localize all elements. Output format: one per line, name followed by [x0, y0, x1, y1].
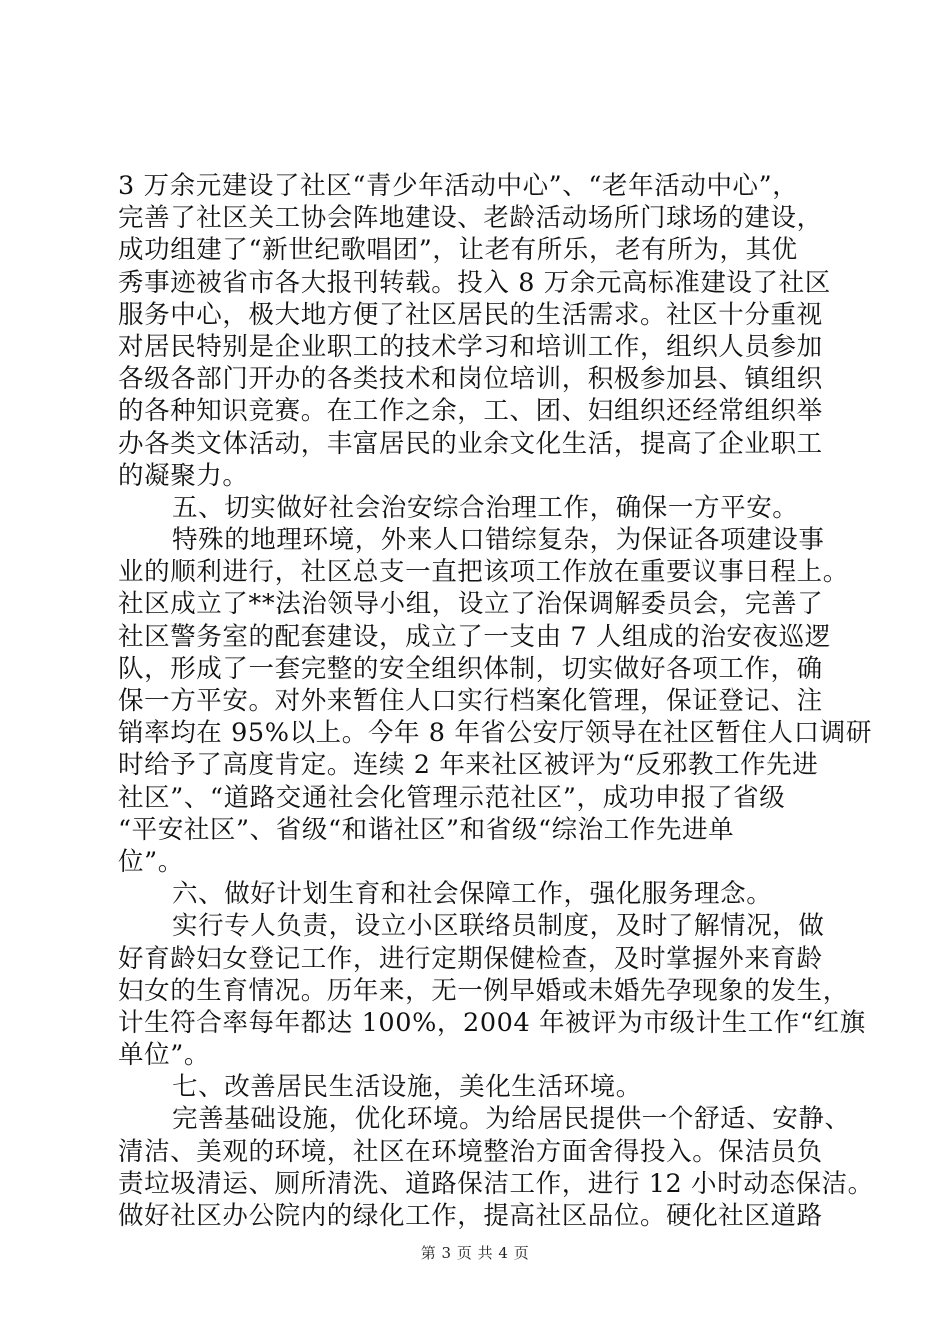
- text-line: 队，形成了一套完整的安全组织体制，切实做好各项工作，确: [118, 653, 823, 684]
- text-line: 完善了社区关工协会阵地建设、老龄活动场所门球场的建设，: [118, 203, 823, 234]
- text-line: 责垃圾清运、厕所清洗、道路保洁工作，进行 12 小时动态保洁。: [118, 1168, 874, 1199]
- text-line: “平安社区”、省级“和谐社区”和省级“综治工作先进单: [118, 814, 735, 845]
- text-line: 社区成立了**法治领导小组，设立了治保调解委员会，完善了: [118, 589, 824, 620]
- paragraph-first-line: 实行专人负责，设立小区联络员制度，及时了解情况，做: [172, 911, 825, 942]
- text-line: 单位”。: [118, 1040, 210, 1071]
- text-line: 的凝聚力。: [118, 460, 249, 491]
- paragraph-first-line: 完善基础设施，优化环境。为给居民提供一个舒适、安静、: [172, 1104, 851, 1135]
- section-heading-7: 七、改善居民生活设施，美化生活环境。: [172, 1072, 642, 1103]
- text-line: 时给予了高度肯定。连续 2 年来社区被评为“反邪教工作先进: [118, 750, 819, 781]
- text-line: 社区”、“道路交通社会化管理示范社区”，成功申报了省级: [118, 782, 786, 813]
- text-line: 清洁、美观的环境，社区在环境整治方面舍得投入。保洁员负: [118, 1136, 823, 1167]
- text-line: 对居民特别是企业职工的技术学习和培训工作，组织人员参加: [118, 331, 823, 362]
- section-heading-5: 五、切实做好社会治安综合治理工作，确保一方平安。: [172, 492, 799, 523]
- text-line: 成功组建了“新世纪歌唱团”，让老有所乐，老有所为，其优: [118, 235, 798, 266]
- text-line: 服务中心，极大地方便了社区居民的生活需求。社区十分重视: [118, 299, 823, 330]
- text-line: 的各种知识竞赛。在工作之余，工、团、妇组织还经常组织举: [118, 396, 823, 427]
- text-line: 计生符合率每年都达 100%，2004 年被评为市级计生工作“红旗: [118, 1007, 866, 1038]
- text-line: 办各类文体活动，丰富居民的业余文化生活，提高了企业职工: [118, 428, 823, 459]
- text-line: 好育龄妇女登记工作，进行定期保健检查，及时掌握外来育龄: [118, 943, 823, 974]
- text-line: 做好社区办公院内的绿化工作，提高社区品位。硬化社区道路: [118, 1201, 823, 1231]
- text-line: 各级各部门开办的各类技术和岗位培训，积极参加县、镇组织: [118, 364, 823, 395]
- text-line: 位”。: [118, 846, 184, 877]
- text-line: 业的顺利进行，社区总支一直把该项工作放在重要议事日程上。: [118, 557, 849, 588]
- text-line: 社区警务室的配套建设，成立了一支由 7 人组成的治安夜巡逻: [118, 621, 831, 652]
- text-line: 秀事迹被省市各大报刊转载。投入 8 万余元高标准建设了社区: [118, 267, 831, 298]
- page-number-footer: 第 3 页 共 4 页: [420, 1244, 530, 1262]
- document-body: [118, 170, 874, 1232]
- text-line: 3 万余元建设了社区“青少年活动中心”、“老年活动中心”，: [118, 171, 799, 201]
- section-heading-6: 六、做好计划生育和社会保障工作，强化服务理念。: [172, 879, 773, 910]
- paragraph-first-line: 特殊的地理环境，外来人口错综复杂，为保证各项建设事: [172, 525, 825, 556]
- text-line: 销率均在 95%以上。今年 8 年省公安厅领导在社区暂住人口调研: [118, 718, 872, 749]
- text-line: 保一方平安。对外来暂住人口实行档案化管理，保证登记、注: [118, 686, 823, 716]
- text-line: 妇女的生育情况。历年来，无一例早婚或未婚先孕现象的发生，: [118, 975, 849, 1006]
